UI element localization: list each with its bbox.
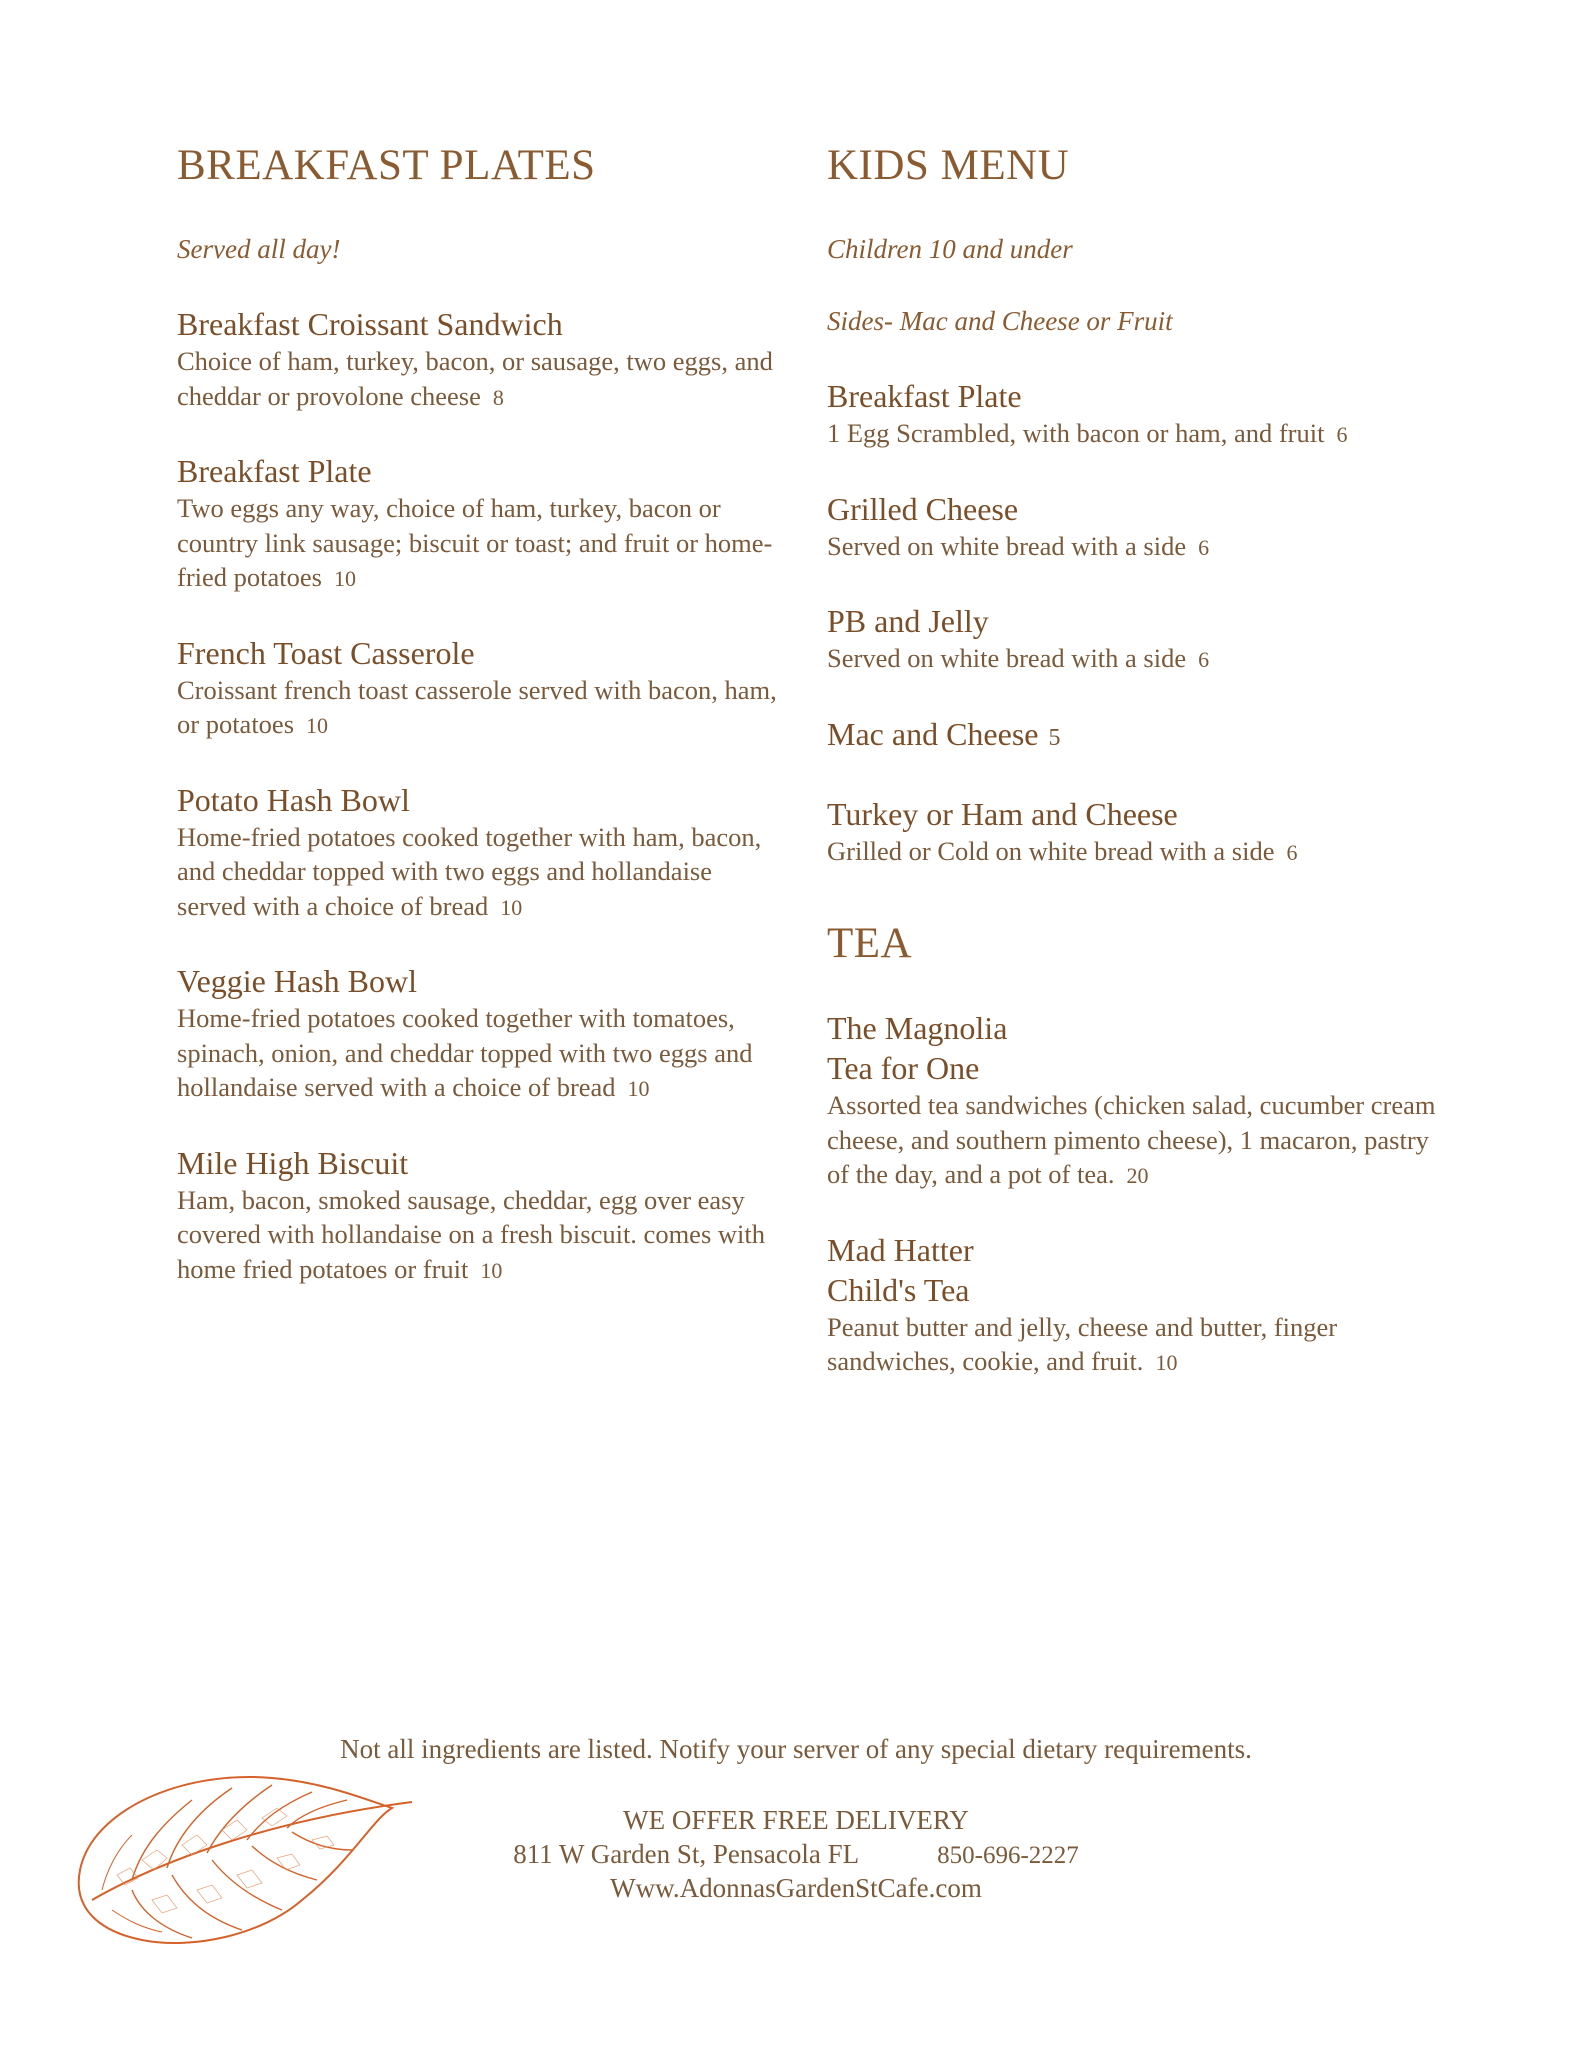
address-line	[0, 1837, 1592, 1873]
item-name-text: Mac and Cheese	[827, 715, 1039, 752]
item-name: Veggie Hash Bowl	[177, 963, 417, 999]
item-price: 6	[1198, 534, 1210, 560]
item-desc-text: Home-fried potatoes cooked together with tomatoes, spinach, onion, and cheddar topped with two eggs and hollandaise served with a choice of bread	[177, 1003, 753, 1102]
item-price: 10	[480, 1257, 503, 1283]
item-price: 10	[500, 894, 523, 920]
item-price: 5	[1048, 724, 1061, 751]
item-description	[177, 491, 777, 597]
delivery-notice: WE OFFER FREE DELIVERY	[623, 1805, 969, 1835]
menu-item	[827, 714, 1447, 758]
item-name	[827, 714, 1447, 758]
item-description	[827, 529, 1447, 566]
kids-note-age: Children 10 and under	[827, 234, 1073, 264]
item-name: Potato Hash Bowl	[177, 781, 410, 818]
item-name: Breakfast Croissant Sandwich	[177, 306, 563, 342]
menu-item	[827, 1230, 1447, 1381]
menu-item	[177, 780, 777, 926]
item-name: Breakfast Plate	[177, 453, 372, 489]
item-desc-text: Served on white bread with a side	[827, 530, 1187, 561]
item-desc-text: Assorted tea sandwiches (chicken salad, cucumber cream cheese, and southern pimento cheese), 1 macaron, pastry of the day, and a pot of tea.	[827, 1090, 1436, 1189]
menu-item	[827, 601, 1447, 678]
tea-title: TEA	[827, 920, 913, 967]
item-price: 6	[1198, 647, 1210, 672]
item-price: 20	[1126, 1163, 1149, 1188]
item-description	[827, 1310, 1447, 1381]
item-description	[827, 641, 1447, 678]
breakfast-note: Served all day!	[177, 234, 341, 264]
menu-item	[177, 304, 777, 415]
item-desc-text: Served on white bread with a side	[827, 643, 1187, 673]
item-description	[177, 820, 777, 926]
item-price: 6	[1286, 839, 1298, 865]
item-price: 10	[627, 1076, 650, 1101]
item-desc-text: 1 Egg Scrambled, with bacon or ham, and fruit	[827, 418, 1325, 448]
item-subname: Child's Tea	[827, 1271, 970, 1308]
phone-number: 850-696-2227	[937, 1842, 1079, 1869]
item-desc-text: Two eggs any way, choice of ham, turkey, bacon or country link sausage; biscuit or toast; and fruit or home-fried potatoes	[177, 493, 773, 592]
kids-tea-section	[827, 140, 1447, 1417]
breakfast-section	[177, 140, 777, 1324]
item-description	[177, 1183, 777, 1289]
item-price: 10	[1155, 1350, 1178, 1375]
menu-item	[827, 376, 1447, 453]
item-description	[827, 416, 1447, 453]
kids-note-sides: Sides- Mac and Cheese or Fruit	[827, 306, 1173, 336]
item-desc-text: Grilled or Cold on white bread with a side	[827, 835, 1275, 866]
item-name: Grilled Cheese	[827, 490, 1019, 527]
kids-title: KIDS MENU	[827, 142, 1070, 189]
menu-item	[177, 1143, 777, 1289]
item-desc-text: Home-fried potatoes cooked together with ham, bacon, and cheddar topped with two eggs and hollandaise served with a choice of bread	[177, 821, 762, 921]
menu-item	[827, 794, 1447, 871]
website-link[interactable]: Www.AdonnasGardenStCafe.com	[610, 1873, 982, 1903]
item-description	[177, 1001, 777, 1107]
item-description	[827, 834, 1447, 871]
item-name: PB and Jelly	[827, 603, 989, 639]
item-price: 6	[1336, 422, 1348, 447]
item-price: 10	[306, 713, 329, 738]
menu-item	[177, 451, 777, 597]
disclaimer: Not all ingredients are listed. Notify your server of any special dietary requirements.	[340, 1734, 1252, 1764]
item-subname: Tea for One	[827, 1050, 980, 1086]
menu-item	[827, 1008, 1447, 1194]
item-name: Turkey or Ham and Cheese	[827, 795, 1178, 832]
menu-item	[177, 961, 777, 1107]
item-name: French Toast Casserole	[177, 634, 475, 671]
item-desc-text: Croissant french toast casserole served with bacon, ham, or potatoes	[177, 674, 777, 739]
menu-item	[827, 489, 1447, 566]
item-price: 8	[492, 384, 504, 410]
item-description	[177, 344, 777, 415]
item-desc-text: Choice of ham, turkey, bacon, or sausage, two eggs, and cheddar or provolone cheese	[177, 346, 773, 411]
breakfast-title: BREAKFAST PLATES	[177, 142, 596, 189]
item-name: Mile High Biscuit	[177, 1144, 409, 1181]
item-name: The Magnolia	[827, 1010, 1008, 1046]
item-price: 10	[333, 566, 356, 591]
item-desc-text: Ham, bacon, smoked sausage, cheddar, egg over easy covered with hollandaise on a fresh biscuit. comes with home fried potatoes or fruit	[177, 1184, 765, 1284]
menu-item	[177, 633, 777, 744]
address: 811 W Garden St, Pensacola FL	[513, 1839, 860, 1869]
item-name: Breakfast Plate	[827, 378, 1022, 414]
item-desc-text: Peanut butter and jelly, cheese and butter, finger sandwiches, cookie, and fruit.	[827, 1311, 1338, 1376]
item-name: Mad Hatter	[827, 1231, 974, 1268]
item-description	[177, 673, 777, 744]
item-description	[827, 1088, 1447, 1194]
